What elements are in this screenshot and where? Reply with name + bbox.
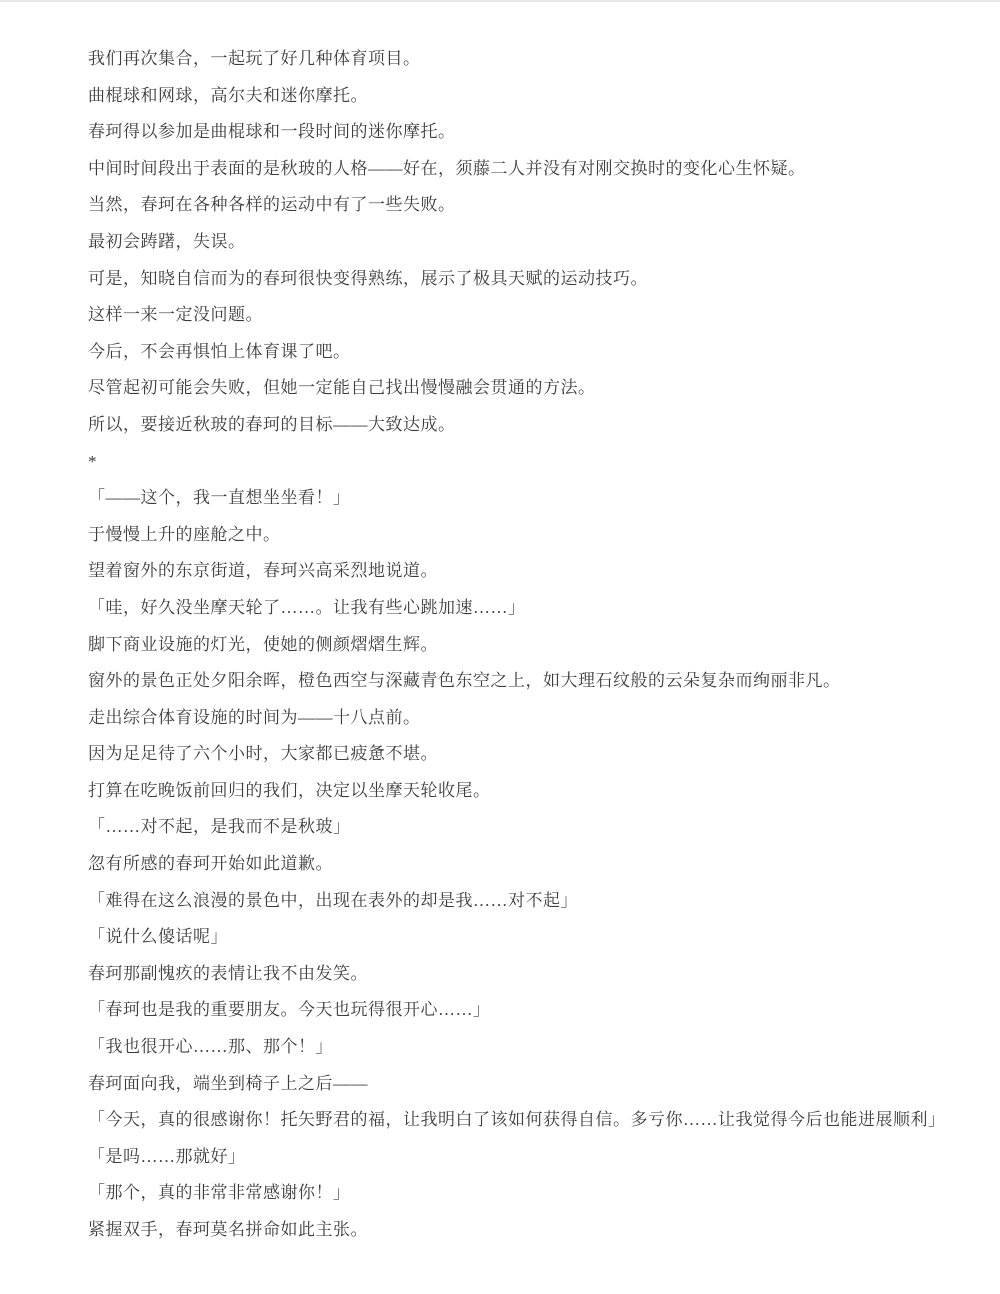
paragraph: 曲棍球和网球，高尔夫和迷你摩托。 bbox=[88, 85, 368, 105]
paragraph: 「说什么傻话呢」 bbox=[88, 927, 228, 947]
paragraph: 窗外的景色正处夕阳余晖，橙色西空与深藏青色东空之上，如大理石纹般的云朵复杂而绚丽非凡。 bbox=[88, 671, 841, 691]
paragraph: 「那个，真的非常非常感谢你！」 bbox=[88, 1183, 351, 1203]
paragraph: 「……对不起，是我而不是秋玻」 bbox=[88, 817, 351, 837]
paragraph: 「哇，好久没坐摩天轮了……。让我有些心跳加速……」 bbox=[88, 597, 526, 617]
paragraph: 「难得在这么浪漫的景色中，出现在表外的却是我……对不起」 bbox=[88, 890, 578, 910]
paragraph: 尽管起初可能会失败，但她一定能自己找出慢慢融会贯通的方法。 bbox=[88, 378, 596, 398]
paragraph: 春珂得以参加是曲棍球和一段时间的迷你摩托。 bbox=[88, 122, 456, 142]
paragraph: 走出综合体育设施的时间为——十八点前。 bbox=[88, 707, 421, 727]
paragraph: 可是，知晓自信而为的春珂很快变得熟练，展示了极具天赋的运动技巧。 bbox=[88, 268, 648, 288]
paragraph: 「是吗……那就好」 bbox=[88, 1146, 246, 1166]
paragraph: 于慢慢上升的座舱之中。 bbox=[88, 524, 281, 544]
paragraph: 所以，要接近秋玻的春珂的目标——大致达成。 bbox=[88, 414, 456, 434]
paragraph: 春珂那副愧疚的表情让我不由发笑。 bbox=[88, 963, 368, 983]
paragraph: 最初会踌躇，失误。 bbox=[88, 231, 246, 251]
paragraph: 我们再次集合，一起玩了好几种体育项目。 bbox=[88, 49, 421, 68]
paragraph: 打算在吃晚饭前回归的我们，决定以坐摩天轮收尾。 bbox=[88, 780, 491, 800]
paragraph: 望着窗外的东京街道，春珂兴高采烈地说道。 bbox=[88, 561, 438, 581]
paragraph: 中间时间段出于表面的是秋玻的人格——好在，须藤二人并没有对刚交换时的变化心生怀疑。 bbox=[88, 158, 806, 178]
paragraph: 这样一来一定没问题。 bbox=[88, 305, 263, 325]
paragraph: 春珂面向我，端坐到椅子上之后—— bbox=[88, 1073, 368, 1093]
paragraph: 忽有所感的春珂开始如此道歉。 bbox=[88, 854, 333, 874]
paragraph: 「我也很开心……那、那个！」 bbox=[88, 1037, 333, 1057]
paragraph: 因为足足待了六个小时，大家都已疲惫不堪。 bbox=[88, 744, 438, 764]
paragraph: 「今天，真的很感谢你！托矢野君的福，让我明白了该如何获得自信。多亏你……让我觉得今后也能进展顺利」 bbox=[88, 1110, 946, 1130]
section-separator: * bbox=[88, 451, 97, 471]
text-content bbox=[0, 2, 1000, 1249]
paragraph: 今后，不会再惧怕上体育课了吧。 bbox=[88, 341, 351, 361]
paragraph: 当然，春珂在各种各样的运动中有了一些失败。 bbox=[88, 195, 456, 215]
paragraph: 「——这个，我一直想坐坐看！」 bbox=[88, 488, 351, 508]
paragraph: 紧握双手，春珂莫名拼命如此主张。 bbox=[88, 1220, 368, 1239]
paragraph: 「春珂也是我的重要朋友。今天也玩得很开心……」 bbox=[88, 1000, 491, 1020]
paragraph: 脚下商业设施的灯光，使她的侧颜熠熠生辉。 bbox=[88, 634, 438, 654]
